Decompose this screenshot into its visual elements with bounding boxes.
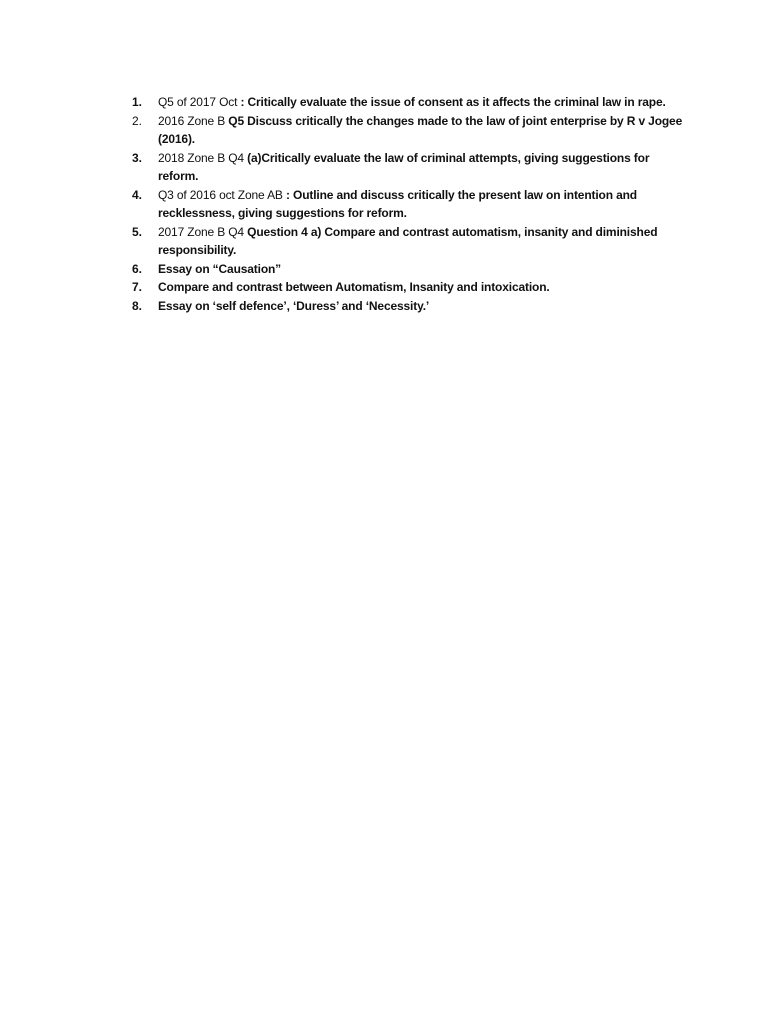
- item-prefix: Q3 of 2016 oct Zone AB: [158, 187, 286, 202]
- item-text: [158, 93, 692, 112]
- item-prefix: Q5 of 2017 Oct: [158, 95, 241, 109]
- item-number: 3.: [132, 150, 143, 165]
- item-text: [158, 223, 692, 260]
- list-item: [132, 278, 692, 297]
- list-item: [132, 223, 692, 260]
- list-item: [132, 297, 692, 316]
- item-prefix: 2018 Zone B Q4: [158, 150, 248, 165]
- item-number: 1.: [132, 95, 143, 109]
- item-prefix: 2017 Zone B Q4: [158, 224, 248, 239]
- item-text: [158, 112, 692, 149]
- list-item: [132, 186, 692, 223]
- item-text: Essay on “Causation”: [158, 261, 282, 276]
- item-prefix: 2016 Zone B: [158, 113, 229, 128]
- item-number: 2.: [132, 113, 143, 128]
- item-text: [158, 186, 692, 223]
- item-body: Q5 Discuss critically the changes made to the law of joint enterprise by R v Jogee (2016).: [158, 113, 683, 146]
- item-text: [158, 149, 692, 186]
- item-body: (a)Critically evaluate the law of criminal attempts, giving suggestions for reform.: [158, 150, 650, 183]
- question-list: [132, 93, 692, 315]
- item-number: 6.: [132, 261, 143, 276]
- list-item: [132, 260, 692, 279]
- item-number: 8.: [132, 298, 143, 313]
- list-item: [132, 93, 692, 112]
- item-body: : Outline and discuss critically the present law on intention and recklessness, giving suggestions for reform.: [158, 187, 637, 220]
- item-text: Compare and contrast between Automatism, Insanity and intoxication.: [158, 280, 550, 294]
- item-body: : Critically evaluate the issue of consent as it affects the criminal law in rape.: [240, 95, 666, 109]
- item-number: 5.: [132, 224, 143, 239]
- item-number: 7.: [132, 280, 143, 294]
- item-text: Essay on ‘self defence’, ‘Duress’ and ‘Necessity.’: [158, 298, 430, 313]
- item-number: 4.: [132, 187, 143, 202]
- list-item: [132, 112, 692, 149]
- item-body: Question 4 a) Compare and contrast automatism, insanity and diminished responsibility.: [158, 224, 658, 257]
- list-item: [132, 149, 692, 186]
